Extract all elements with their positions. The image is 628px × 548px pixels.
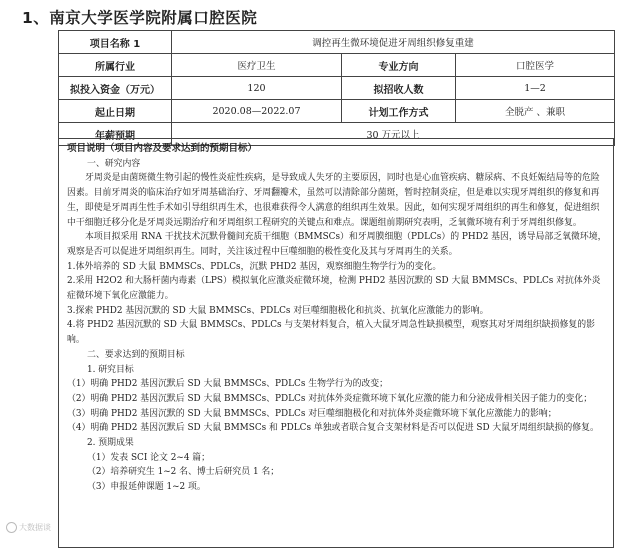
salary-label: 年薪预期 (59, 123, 172, 146)
major-label: 专业方向 (342, 54, 456, 77)
paragraph-plan: 本项目拟采用 RNA 干扰技术沉默骨髓间充质干细胞（BMMSCs）和牙周膜细胞（PDLCs）的 PHD2 基因，诱导局部乏氧微环境，观察是否可以促进牙周组织再生。同时，关注该过程中巨噬细胞的极性变化及其与牙周再生的关系。 (67, 232, 607, 257)
subsection-research-goals: 1. 研究目标 (87, 364, 134, 375)
page-title: 1、南京大学医学院附属口腔医院 (22, 9, 258, 27)
project-description (58, 138, 614, 548)
watermark-text: 大数据谈 (19, 523, 51, 532)
section-expected-goals: 二、要求达到的预期目标 (87, 349, 185, 360)
dates-value: 2020.08—2022.07 (172, 100, 342, 123)
list-item: 3.探索 PHD2 基因沉默的 SD 大鼠 BMMSCs、PDLCs 对巨噬细胞极化和抗炎、抗氧化应激能力的影响。 (67, 305, 489, 316)
paragraph-background: 牙周炎是由菌斑微生物引起的慢性炎症性疾病，是导致成人失牙的主要原因，同时也是心血管疾病、糖尿病、不良妊娠结局等的危险因素。目前牙周炎的临床治疗如牙周基础治疗、牙周翻瓣术，虽然可以清除部分菌斑，暂时控制炎症，但是难以实现牙周组织的修复和再生，即使是牙周再生性手术如引导组织再生术，也很难获得令人满意的组织再生效果。因此，如何实现牙周组织的再生和修复，促进组织中干细胞迁移分化是牙周炎远期治疗和牙周组织工程研究的关键点和难点。课题组前期研究表明，乏氧微环境有利于牙周组织修复。 (67, 173, 600, 228)
recruit-label: 拟招收人数 (342, 77, 456, 100)
description-header: 项目说明（项目内容及要求达到的预期目标） (67, 143, 258, 154)
list-item: （4）明确 PHD2 基因沉默后 SD 大鼠 BMMSCs 和 PDLCs 单独或者联合复合支架材料是否可以促进 SD 大鼠牙周组织缺损的修复。 (67, 423, 599, 434)
project-name-value: 调控再生微环境促进牙周组织修复重建 (172, 31, 615, 54)
subsection-expected-results: 2. 预期成果 (87, 438, 134, 449)
watermark-logo-icon (6, 522, 17, 533)
plan-label: 计划工作方式 (342, 100, 456, 123)
plan-value: 全脱产 、兼职 (456, 100, 615, 123)
project-name-label: 项目名称 1 (59, 31, 172, 54)
list-item: 2.采用 H2O2 和大肠杆菌内毒素（LPS）模拟氧化应激炎症微环境，检测 PHD2 基因沉默的 SD 大鼠 BMMSCs、PDLCs 对抗体外炎症微环境下氧化应激能力。 (67, 276, 601, 302)
list-item: （2）明确 PHD2 基因沉默后 SD 大鼠 BMMSCs、PDLCs 对抗体外炎症微环境下氧化应激的能力和分泌成骨相关因子能力的变化； (67, 393, 593, 404)
industry-value: 医疗卫生 (172, 54, 342, 77)
project-info-table (58, 30, 615, 146)
table-row (59, 100, 615, 123)
list-item: （3）申报延伸课题 1~2 项。 (87, 482, 206, 493)
table-row (59, 77, 615, 100)
funding-value: 120 (172, 77, 342, 100)
watermark (6, 522, 51, 533)
list-item: （1）明确 PHD2 基因沉默后 SD 大鼠 BMMSCs、PDLCs 生物学行为的改变； (67, 379, 389, 390)
list-item: （3）明确 PHD2 基因沉默的 SD 大鼠 BMMSCs、PDLCs 对巨噬细胞极化和对抗体外炎症微环境下氧化应激能力的影响； (67, 408, 557, 419)
list-item: 4.将 PHD2 基因沉默的 SD 大鼠 BMMSCs、PDLCs 与支架材料复合，植入大鼠牙周急性缺损模型，观察其对牙周组织缺损修复的影响。 (67, 320, 596, 346)
list-item: （1）发表 SCI 论文 2~4 篇； (87, 452, 211, 463)
section-research-content: 一、研究内容 (87, 158, 141, 169)
industry-label: 所属行业 (59, 54, 172, 77)
salary-value: 30 万元以上 (172, 123, 615, 146)
table-row (59, 54, 615, 77)
list-item: （2）培养研究生 1~2 名、博士后研究员 1 名； (87, 467, 280, 478)
dates-label: 起止日期 (59, 100, 172, 123)
major-value: 口腔医学 (456, 54, 615, 77)
funding-label: 拟投入资金（万元） (59, 77, 172, 100)
recruit-value: 1—2 (456, 77, 615, 100)
table-row (59, 31, 615, 54)
list-item: 1.体外培养的 SD 大鼠 BMMSCs、PDLCs，沉默 PHD2 基因，观察细胞生物学行为的变化。 (67, 261, 442, 272)
